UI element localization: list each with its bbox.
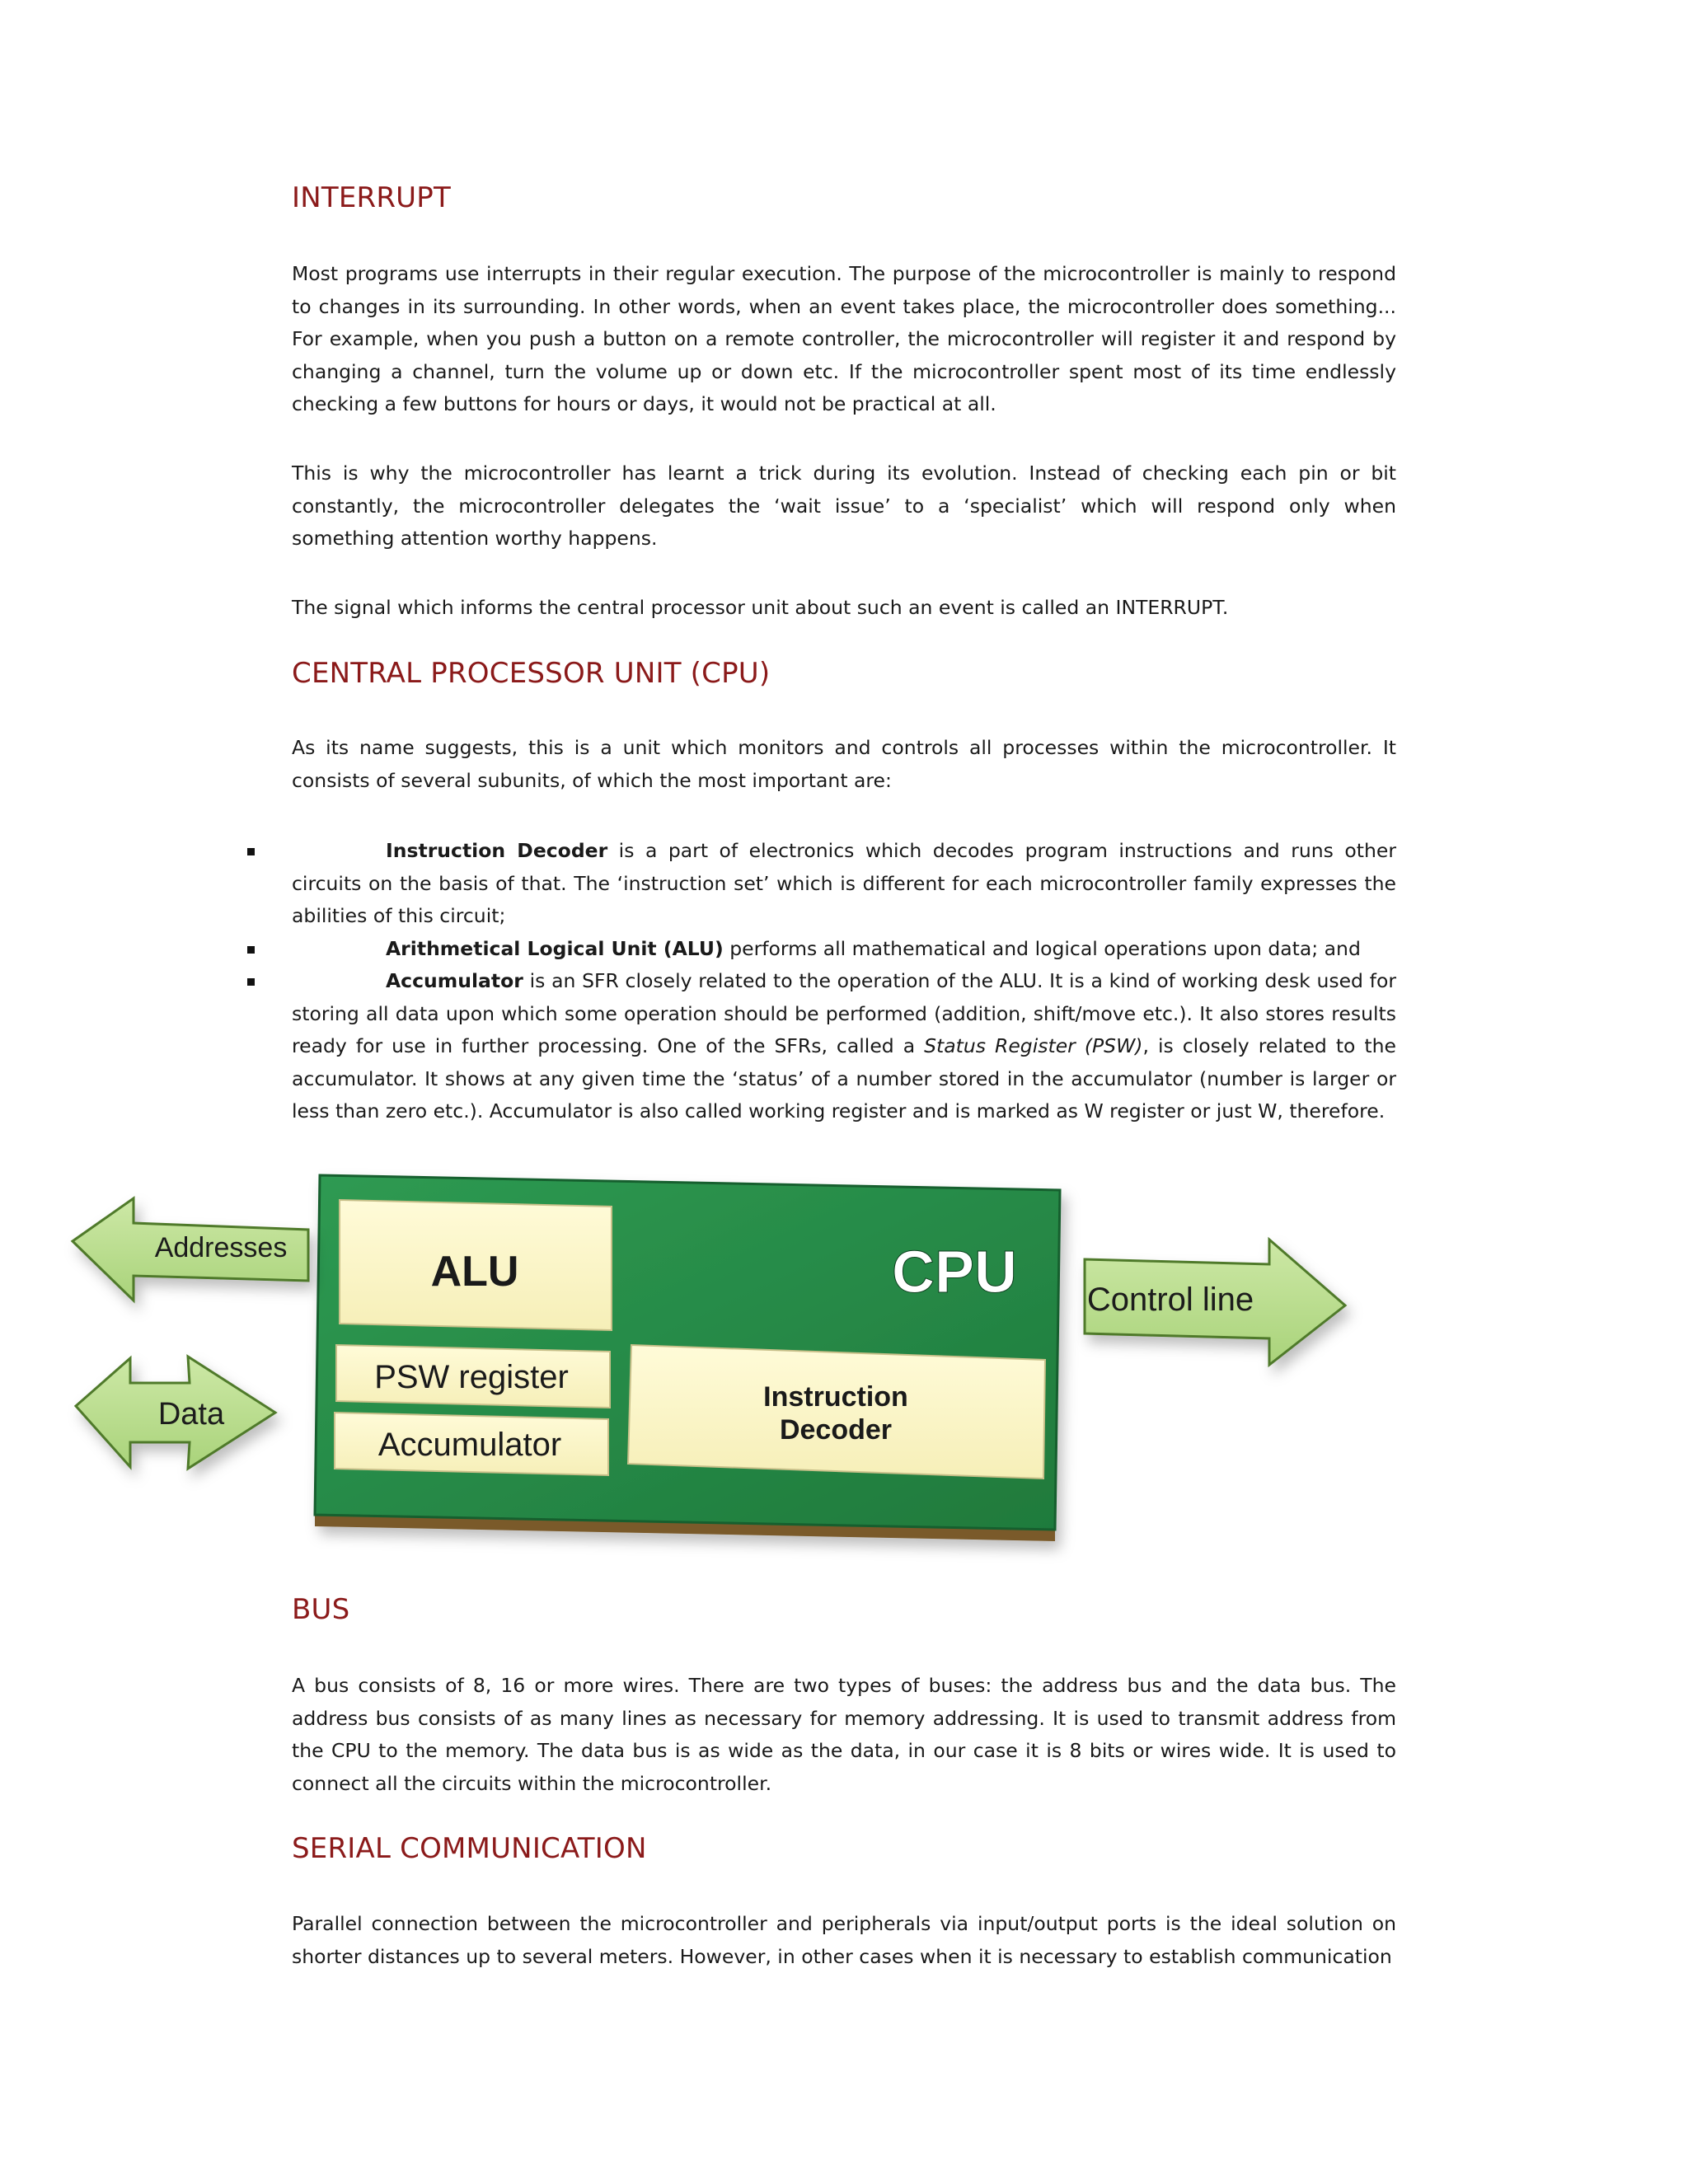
data-label: Data [157,1397,225,1432]
item-text: is a part of electronics which decodes program instructions and runs other circuits on the basis of that. The ‘instruction set’ which is different for each microcontroller family expresses the abilities of this circuit; [292,839,1396,927]
cpu-block-diagram [154,1162,1360,1541]
list-item [292,965,1396,1128]
term-instruction-decoder: Instruction Decoder [386,839,608,862]
item-text-after: , is closely related to the accumulator. It shows at any given time the ‘status’ of a number stored in the accumulator (number is larger or less than zero etc.). Accumulator is also called working register and is marked as W register or just W, therefore. [292,1034,1397,1122]
psw-register-label: PSW register [374,1359,569,1395]
term-accumulator: Accumulator [386,969,523,992]
data-arrow [76,1357,275,1469]
cpu-label: CPU [891,1240,1018,1305]
heading-cpu: CENTRAL PROCESSOR UNIT (CPU) [292,657,771,690]
decoder-label-line2: Decoder [779,1414,893,1446]
interrupt-paragraph-2: This is why the microcontroller has learnt a trick during its evolution. Instead of checking each pin or bit constantly, the microcontroller delegates the ‘wait issue’ to a ‘specialist’ which will respond only when something attention worthy happens. [292,462,1396,550]
accumulator-block [335,1413,608,1475]
term-alu: Arithmetical Logical Unit (ALU) [386,936,724,960]
instruction-decoder-block [628,1345,1045,1479]
heading-interrupt: INTERRUPT [292,181,451,214]
addresses-arrow [73,1198,308,1301]
control-line-label: Control line [1086,1282,1254,1318]
heading-bus: BUS [292,1593,350,1626]
control-line-arrow [1085,1240,1345,1365]
item-text: is an SFR closely related to the operation of the ALU. It is a kind of working desk used for storing all data upon which some operation should be performed (addition, shift/move etc.). It also stores results ready for use in further processing. One of the SFRs, called a [292,969,1396,1057]
cpu-subunit-list [292,835,1396,1128]
addresses-label: Addresses [154,1232,288,1263]
item-text: performs all mathematical and logical operations upon data; and [723,936,1361,960]
decoder-label-line1: Instruction [763,1381,908,1413]
interrupt-paragraph-3: The signal which informs the central processor unit about such an event is called an INTERRUPT. [292,596,1229,619]
bus-paragraph: A bus consists of 8, 16 or more wires. There are two types of buses: the address bus and the data bus. The address bus consists of as many lines as necessary for memory addressing. It is used to transmit address from the CPU to the memory. The data bus is as wide as the data, in our case it is 8 bits or wires wide. It is used to connect all the circuits within the microcontroller. [292,1674,1396,1795]
cpu-intro-paragraph: As its name suggests, this is a unit which monitors and controls all processes within the microcontroller. It consists of several subunits, of which the most important are: [292,736,1396,792]
accumulator-label: Accumulator [377,1427,562,1463]
status-register-italic: Status Register (PSW) [924,1034,1143,1057]
bullet-icon [247,978,255,986]
alu-block [340,1200,612,1330]
interrupt-paragraph-1: Most programs use interrupts in their regular execution. The purpose of the microcontroller is mainly to respond to changes in its surrounding. In other words, when an event takes place, the microcontroller does something... For example, when you push a button on a remote controller, the microcontroller will register it and respond by changing a channel, turn the volume up or down etc. If the microcontroller spent most of its time endlessly checking a few buttons for hours or days, it would not be practical at all. [292,262,1396,415]
bullet-icon [247,946,255,954]
heading-serial: SERIAL COMMUNICATION [292,1832,647,1865]
list-item [292,835,1396,933]
serial-paragraph: Parallel connection between the microcontroller and peripherals via input/output ports is the ideal solution on shorter distances up to several meters. However, in other cases when it is necessary to establish communication [292,1912,1396,1968]
psw-register-block [336,1345,610,1408]
bullet-icon [247,848,255,855]
list-item [292,933,1396,966]
alu-label: ALU [430,1248,519,1296]
